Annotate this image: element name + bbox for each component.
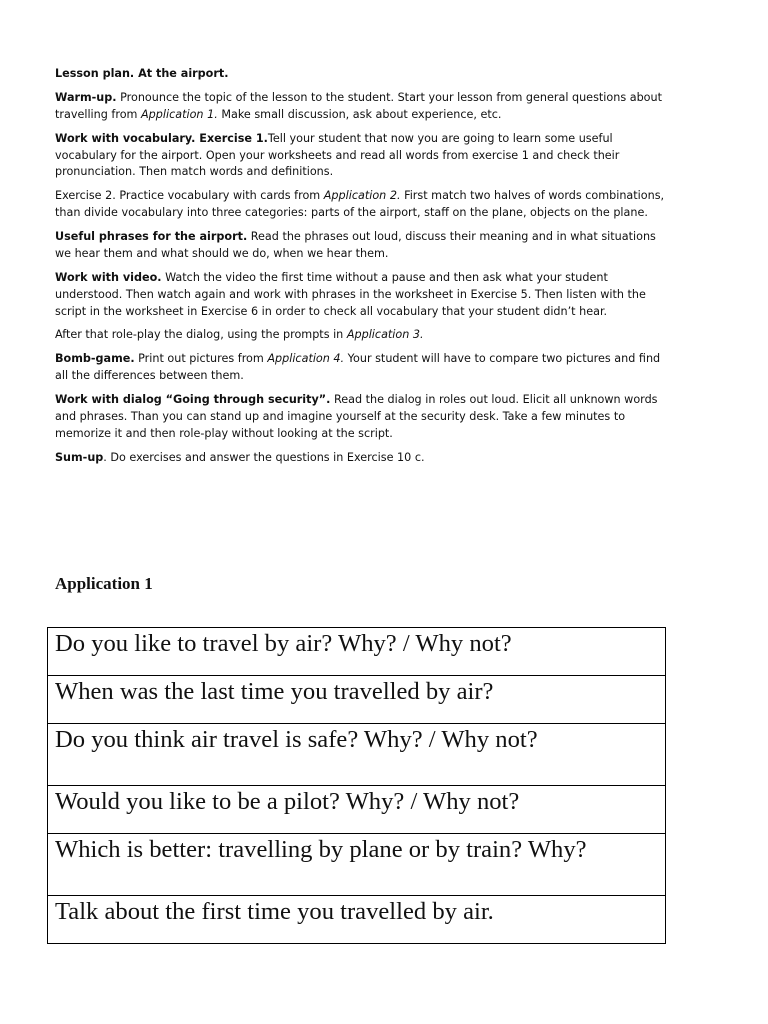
question-cell: Do you like to travel by air? Why? / Why not? [48,628,666,676]
paragraph-sum-up: Sum-up. Do exercises and answer the questions in Exercise 10 c. [55,450,425,464]
phrases-lead: Useful phrases for the airport. [55,230,248,244]
table-row [48,676,666,724]
paragraph-bomb-game: Bomb-game. Print out pictures from Application 4. Your student will have to compare two pictures and find all the differences between them. [55,352,661,383]
application-3-ref: Application 3. [346,328,424,342]
sumup-lead: Sum-up [55,450,104,464]
video-lead: Work with video. [55,270,162,284]
lesson-plan [55,66,665,474]
application-heading: Application 1 [55,574,153,593]
question-cell: Which is better: travelling by plane or by train? Why? [48,834,666,896]
table-row [48,896,666,944]
bomb-lead: Bomb-game. [55,352,135,366]
question-cell: Would you like to be a pilot? Why? / Why not? [48,786,666,834]
paragraph-dialog: Work with dialog “Going through security”. Read the dialog in roles out loud. Elicit all unknown words and phrases. Than you can stand up and imagine yourself at the security desk. Take a few minutes to memorize it and then role-play without looking at the script. [55,393,658,440]
question-cell: Do you think air travel is safe? Why? / Why not? [48,724,666,786]
paragraph-exercise-2: Exercise 2. Practice vocabulary with cards from Application 2. First match two halves of words combinations, than divide vocabulary into three categories: parts of the airport, staff on the plane, objects on the plane. [55,189,665,220]
vocabulary-lead: Work with vocabulary. Exercise 1. [55,131,268,145]
questions-table [47,627,666,944]
paragraph-role-play: After that role-play the dialog, using the prompts in Application 3. [55,328,424,342]
warmup-lead: Warm-up. [55,90,117,104]
question-cell: Talk about the first time you travelled by air. [48,896,666,944]
paragraph-warmup: Warm-up. Pronounce the topic of the lesson to the student. Start your lesson from general questions about travelling from Application 1. Make small discussion, ask about experience, etc. [55,90,662,121]
application-1-ref: Application 1. [141,107,218,121]
application-2-ref: Application 2. [323,189,401,203]
lesson-title: Lesson plan. At the airport. [55,67,229,80]
table-row [48,724,666,786]
dialog-lead: Work with dialog “Going through security”. [55,393,331,407]
table-row [48,834,666,896]
paragraph-vocabulary: Work with vocabulary. Exercise 1.Tell your student that now you are going to learn some useful vocabulary for the airport. Open your worksheets and read all words from exercise 1 and check their pronunciation. Then match words and definitions. [55,131,620,179]
question-cell: When was the last time you travelled by air? [48,676,666,724]
table-row [48,786,666,834]
paragraph-useful-phrases: Useful phrases for the airport. Read the phrases out loud, discuss their meaning and in what situations we hear them and what should we do, when we hear them. [55,230,656,260]
table-row [48,628,666,676]
paragraph-video: Work with video. Watch the video the first time without a pause and then ask what your student understood. Then watch again and work with phrases in the worksheet in Exercise 5. Then listen with the script in the worksheet in Exercise 6 in order to check all vocabulary that your student didn’t hear. [55,270,646,318]
application-4-ref: Application 4. [267,352,345,366]
